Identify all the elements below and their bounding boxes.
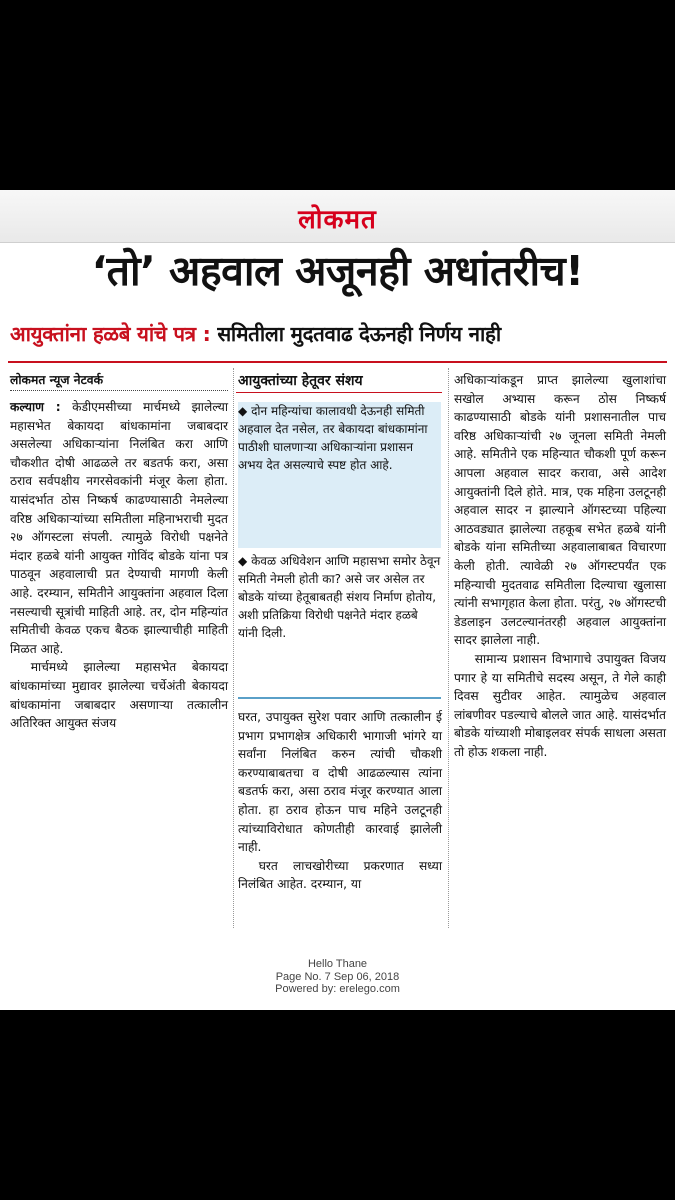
dateline: कल्याण : — [10, 400, 61, 414]
byline-divider — [10, 390, 228, 391]
subhead-red-part: आयुक्तांना हळबे यांचे पत्र : — [10, 322, 211, 346]
column-3 — [454, 371, 666, 761]
column-2 — [238, 708, 442, 894]
byline: लोकमत न्यूज नेटवर्क — [10, 373, 104, 387]
col2-paragraph-2: घरत लाचखोरीच्या प्रकरणात सध्या निलंबित आहेत. दरम्यान, या — [238, 858, 442, 892]
newspaper-page — [0, 190, 675, 1010]
subhead-rest: समितीला मुदतवाढ देऊनही निर्णय नाही — [217, 322, 501, 346]
box-bullet-1: दोन महिन्यांचा कालावधी देऊनही समिती अहवाल देत नसेल, तर बेकायदा बांधकामांना पाठीशी घालणाऱ्या अधिकाऱ्यांना प्रशासन अभय देत असल्याचे स्पष्ट होत आहे. — [238, 404, 428, 472]
col1-paragraph-2: मार्चमध्ये झालेल्या महासभेत बेकायदा बांधकामांच्या मुद्यावर झालेल्या चर्चेअंती बेकायदा बांधकामांना जबाबदार असणाऱ्या तत्कालीन अतिरिक्त आयुक्त संजय — [10, 660, 228, 731]
lokmat-logo: लोकमत — [298, 205, 377, 235]
headline: ‘तो’ अहवाल अजूनही अधांतरीच! — [91, 247, 584, 295]
diamond-bullet-icon: ◆ — [238, 554, 248, 568]
box-title-divider — [236, 392, 442, 393]
box-bullet-2: केवळ अधिवेशन आणि महासभा समोर ठेवून समिती नेमली होती का? असे जर असेल तर बोडके यांच्या हेतूबाबतही संशय निर्माण होतोय, अशी प्रतिक्रिया विरोधी पक्षनेते मंदार हळबे यांनी दिली. — [238, 554, 441, 640]
column-separator — [233, 368, 234, 928]
col3-paragraph-2: सामान्य प्रशासन विभागाचे उपायुक्त विजय पगार हे या समितीचे सदस्य असून, ते गेले काही दिवस सुटीवर आहेत. त्यामुळेच अहवाल लांबणीवर पडल्याचे बोलले जात आहे. यासंदर्भात बोडके यांच्याशी मोबाइलवर संपर्क साधला असता तो होऊ शकला नाही. — [454, 651, 666, 759]
column-1 — [10, 398, 228, 733]
footer-edition: Hello Thane — [307, 958, 368, 970]
footer-powered-by: Powered by: erelego.com — [275, 983, 400, 995]
box-title: आयुक्तांच्या हेतूवर संशय — [238, 373, 363, 389]
page-footer — [0, 958, 675, 996]
column-separator — [448, 368, 449, 928]
footer-page-date: Page No. 7 Sep 06, 2018 — [275, 970, 400, 983]
diamond-bullet-icon: ◆ — [238, 404, 248, 418]
box-bottom-rule — [238, 697, 441, 699]
col3-paragraph-1: अधिकाऱ्यांकडून प्राप्त झालेल्या खुलाशांचा सखोल अभ्यास करून ठोस निष्कर्ष काढण्यासाठी बोडके यांनी प्रशासनातील पाच वरिष्ठ अधिकाऱ्यांची २७ जूनला समिती नेमली आहे. समितीने एक महिन्यात चौकशी पूर्ण करून आपला अहवाल सादर करावा, असे आदेश आयुक्तांनी दिले होते. मात्र, एक महिना उलटूनही अहवाल सादर न झाल्याने ऑगस्टच्या पहिल्या आठवड्यात झालेल्या तहकूब सभेत हळबे यांनी बोडके यांना समितीच्या अहवालाबाबत विचारणा केली होती. त्यावेळी २७ ऑगस्टपर्यंत एक महिन्याची मुदतवाढ समितीला दिल्याचा खुलासा त्यांनी सभागृहात केला होता. परंतु, २७ ऑगस्टची डेडलाइन उलटल्यानंतरही अहवाल आयुक्तांना सादर झालेला नाही. — [454, 373, 666, 648]
col2-paragraph-1: घरत, उपायुक्त सुरेश पवार आणि तत्कालीन ई प्रभाग प्रभागक्षेत्र अधिकारी भागाजी भांगरे या सर्वांना निलंबित करुन त्यांची चौकशी करण्याबाबतचा व दोषी आढळल्यास त्यांना बडतर्फ करा, असा ठराव मंजूर करण्यात आला होता. हा ठराव होऊन पाच महिने उलटूनही त्यांच्याविरोधात कोणतीही कारवाई झालेली नाही. — [238, 710, 442, 855]
col1-paragraph-1: केडीएमसीच्या मार्चमध्ये झालेल्या महासभेत बेकायदा बांधकामांना जबाबदार असलेल्या अधिकाऱ्यांना निलंबित करा आणि चौकशीत दोषी आढळले तर बडतर्फ करा, असा ठराव सर्वपक्षीय नगरसेवकांनी मंजूर केला होता. यासंदर्भात ठोस निष्कर्ष काढण्यासाठी नेमलेल्या वरिष्ठ अधिकाऱ्यांच्या समितीला महिनाभराची मुदत २७ ऑगस्टला संपली. त्यामुळे विरोधी पक्षनेते मंदार हळबे यांनी आयुक्त गोविंद बोडके यांना पत्र पाठवून अहवालाची प्रत देण्याची मागणी केली आहे. दरम्यान, समितीने आयुक्तांना अहवाल दिला नसल्याची सूत्रांची माहिती आहे. तर, दोन महिन्यांत समितीची केवळ एकच बैठक झाल्याचीही माहिती मिळत आहे. — [10, 400, 228, 656]
sidebar-box-bullet-1 — [238, 402, 441, 548]
masthead — [0, 190, 675, 243]
header-divider — [8, 361, 667, 363]
sidebar-box-bullet-2 — [238, 552, 441, 694]
subheadline — [10, 321, 665, 348]
